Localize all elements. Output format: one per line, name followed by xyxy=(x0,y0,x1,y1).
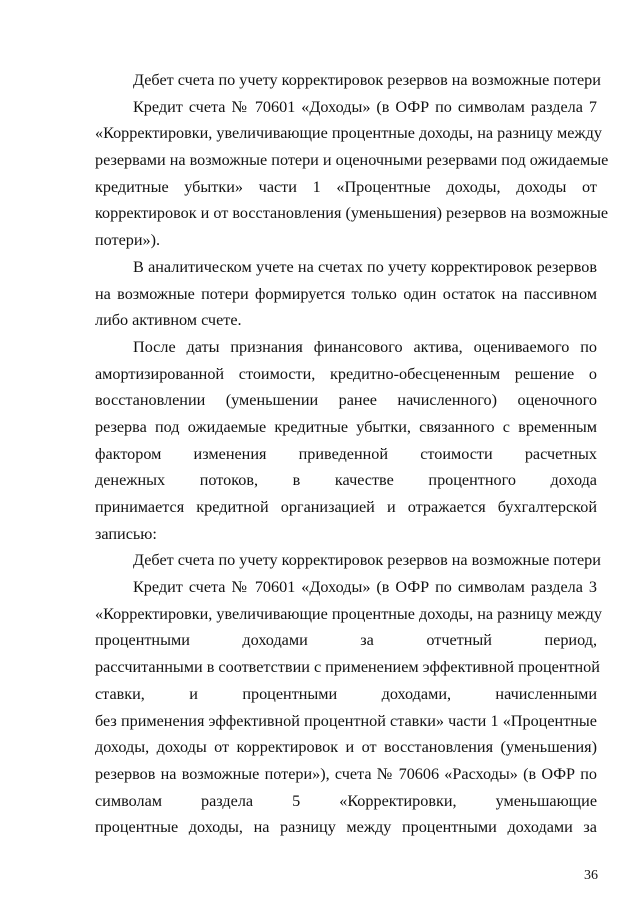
paragraph-2-line: либо активном счете. xyxy=(95,311,242,330)
paragraph-1-line: «Корректировки, увеличивающие процентные доходы, на разницу между xyxy=(95,124,602,143)
paragraph-3-line: восстановлении (уменьшении ранее начисленного) оценочного xyxy=(95,391,597,410)
paragraph-5-line: процентными доходами за отчетный период, xyxy=(95,631,597,650)
paragraph-3-line: амортизированной стоимости, кредитно-обесцененным решение о xyxy=(95,364,597,383)
paragraph-3-line: денежных потоков, в качестве процентного дохода xyxy=(95,471,597,490)
page-number: 36 xyxy=(584,868,598,883)
paragraph-5-line: «Корректировки, увеличивающие процентные доходы, на разницу между xyxy=(95,604,602,623)
paragraph-3-line: После даты признания финансового актива, оцениваемого по xyxy=(133,337,597,356)
body-text xyxy=(95,67,609,841)
paragraph-2-line: В аналитическом учете на счетах по учету корректировок резервов xyxy=(133,257,597,276)
paragraph-3-line: записью: xyxy=(95,524,157,543)
paragraph-0-line: Дебет счета по учету корректировок резервов на возможные потери xyxy=(133,71,601,89)
paragraph-4-line: Дебет счета по учету корректировок резервов на возможные потери xyxy=(133,551,601,570)
paragraph-2-line: на возможные потери формируется только один остаток на пассивном xyxy=(95,284,597,303)
paragraph-3-line: фактором изменения приведенной стоимости расчетных xyxy=(95,444,597,463)
paragraph-5-line: рассчитанными в соответствии с применением эффективной процентной xyxy=(95,658,600,677)
paragraph-5-line: доходы, доходы от корректировок и от восстановления (уменьшения) xyxy=(95,738,597,757)
paragraph-5-line: без применения эффективной процентной ставки» части 1 «Процентные xyxy=(95,711,597,730)
paragraph-1-line: резервами на возможные потери и оценочными резервами под ожидаемые xyxy=(95,151,609,170)
paragraph-3-line: резерва под ожидаемые кредитные убытки, связанного с временным xyxy=(95,417,597,436)
paragraph-1-line: Кредит счета № 70601 «Доходы» (в ОФР по символам раздела 7 xyxy=(133,97,597,116)
paragraph-3-line: принимается кредитной организацией и отражается бухгалтерской xyxy=(95,498,597,516)
paragraph-5-line: Кредит счета № 70601 «Доходы» (в ОФР по символам раздела 3 xyxy=(133,578,597,597)
paragraph-5-line: ставки, и процентными доходами, начисленными xyxy=(95,684,597,703)
paragraph-5-line: процентные доходы, на разницу между процентными доходами за xyxy=(95,818,597,837)
paragraph-1-line: корректировок и от восстановления (уменьшения) резервов на возможные xyxy=(95,204,609,223)
paragraph-1-line: кредитные убытки» части 1 «Процентные доходы, доходы от xyxy=(95,177,597,196)
paragraph-5-line: резервов на возможные потери»), счета № 70606 «Расходы» (в ОФР по xyxy=(95,764,597,783)
paragraph-5-line: символам раздела 5 «Корректировки, уменьшающие xyxy=(95,791,597,810)
paragraph-1-line: потери»). xyxy=(95,231,161,250)
